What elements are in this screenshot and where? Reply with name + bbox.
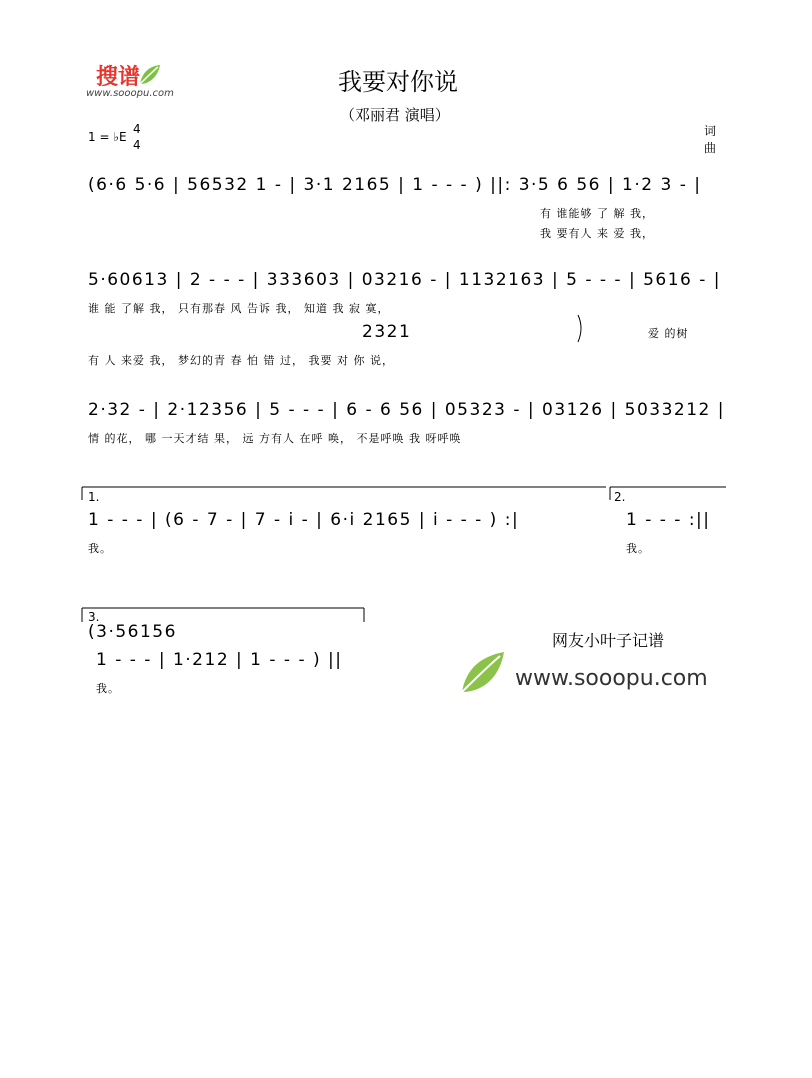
lyric-row-4b: 我。 <box>626 542 650 555</box>
time-signature-top: 4 <box>133 122 141 136</box>
lyric-row-5: 我。 <box>96 682 120 695</box>
transcriber-credit: 网友小叶子记谱 <box>552 631 665 650</box>
lyricist-label: 词 <box>704 124 717 138</box>
score-row-3: 2·32 - | 2·12356 | 5 - - - | 6 - 6 56 | 05323 - | 03126 | 5033212 | <box>88 400 725 420</box>
logo-brand-text: 搜谱 <box>96 65 141 90</box>
score-row-5: 1 - - - | 1·212 | 1 - - - ) || <box>96 650 343 670</box>
lyric-row-2a: 谁 能 了解 我， 只有那春 风 告诉 我， 知道 我 寂 寞， <box>88 302 390 315</box>
lyric-row-1a: 有 谁能够 了 解 我， <box>540 207 654 220</box>
ending-1-label: 1. <box>88 490 100 504</box>
score-row-2: 5·60613 | 2 - - - | 333603 | 03216 - | 1132163 | 5 - - - | 5616 - | <box>88 270 722 290</box>
score-row-5-upper: (3·56156 <box>88 622 177 642</box>
lyric-row-3: 情 的花， 哪 一天才结 果， 远 方有人 在呼 唤， 不是呼唤 我 呀呼唤 <box>88 432 462 445</box>
footer-site-url: www.sooopu.com <box>515 666 708 691</box>
variant-notes: 2321 <box>362 322 412 342</box>
lyric-row-4a: 我。 <box>88 542 112 555</box>
composer-label: 曲 <box>704 141 717 155</box>
lyric-row-2b: 有 人 来爱 我， 梦幻的青 春 怕 错 过， 我要 对 你 说， <box>88 354 394 367</box>
score-row-1: (6·6 5·6 | 56532 1 - | 3·1 2165 | 1 - - - ) ||: 3·5 6 56 | 1·2 3 - | <box>88 175 702 195</box>
lyric-row-1b: 我 要有人 来 爱 我， <box>540 227 654 240</box>
logo-url-text: www.sooopu.com <box>86 88 174 99</box>
song-title: 我要对你说 <box>338 68 458 96</box>
ending-2-label: 2. <box>614 490 626 504</box>
score-row-4-ending-2: 1 - - - :|| <box>626 510 711 530</box>
time-signature-bottom: 4 <box>133 138 141 152</box>
performer-line: （邓丽君 演唱） <box>340 106 450 124</box>
side-lyric: 爱 的树 <box>648 327 689 340</box>
key-signature: 1 = ♭E <box>88 130 127 144</box>
footer-leaf-icon <box>456 648 508 702</box>
score-row-4: 1 - - - | (6 - 7 - | 7 - i - | 6·i 2165 | i - - - ) :| <box>88 510 520 530</box>
ending-3-label: 3. <box>88 610 100 624</box>
